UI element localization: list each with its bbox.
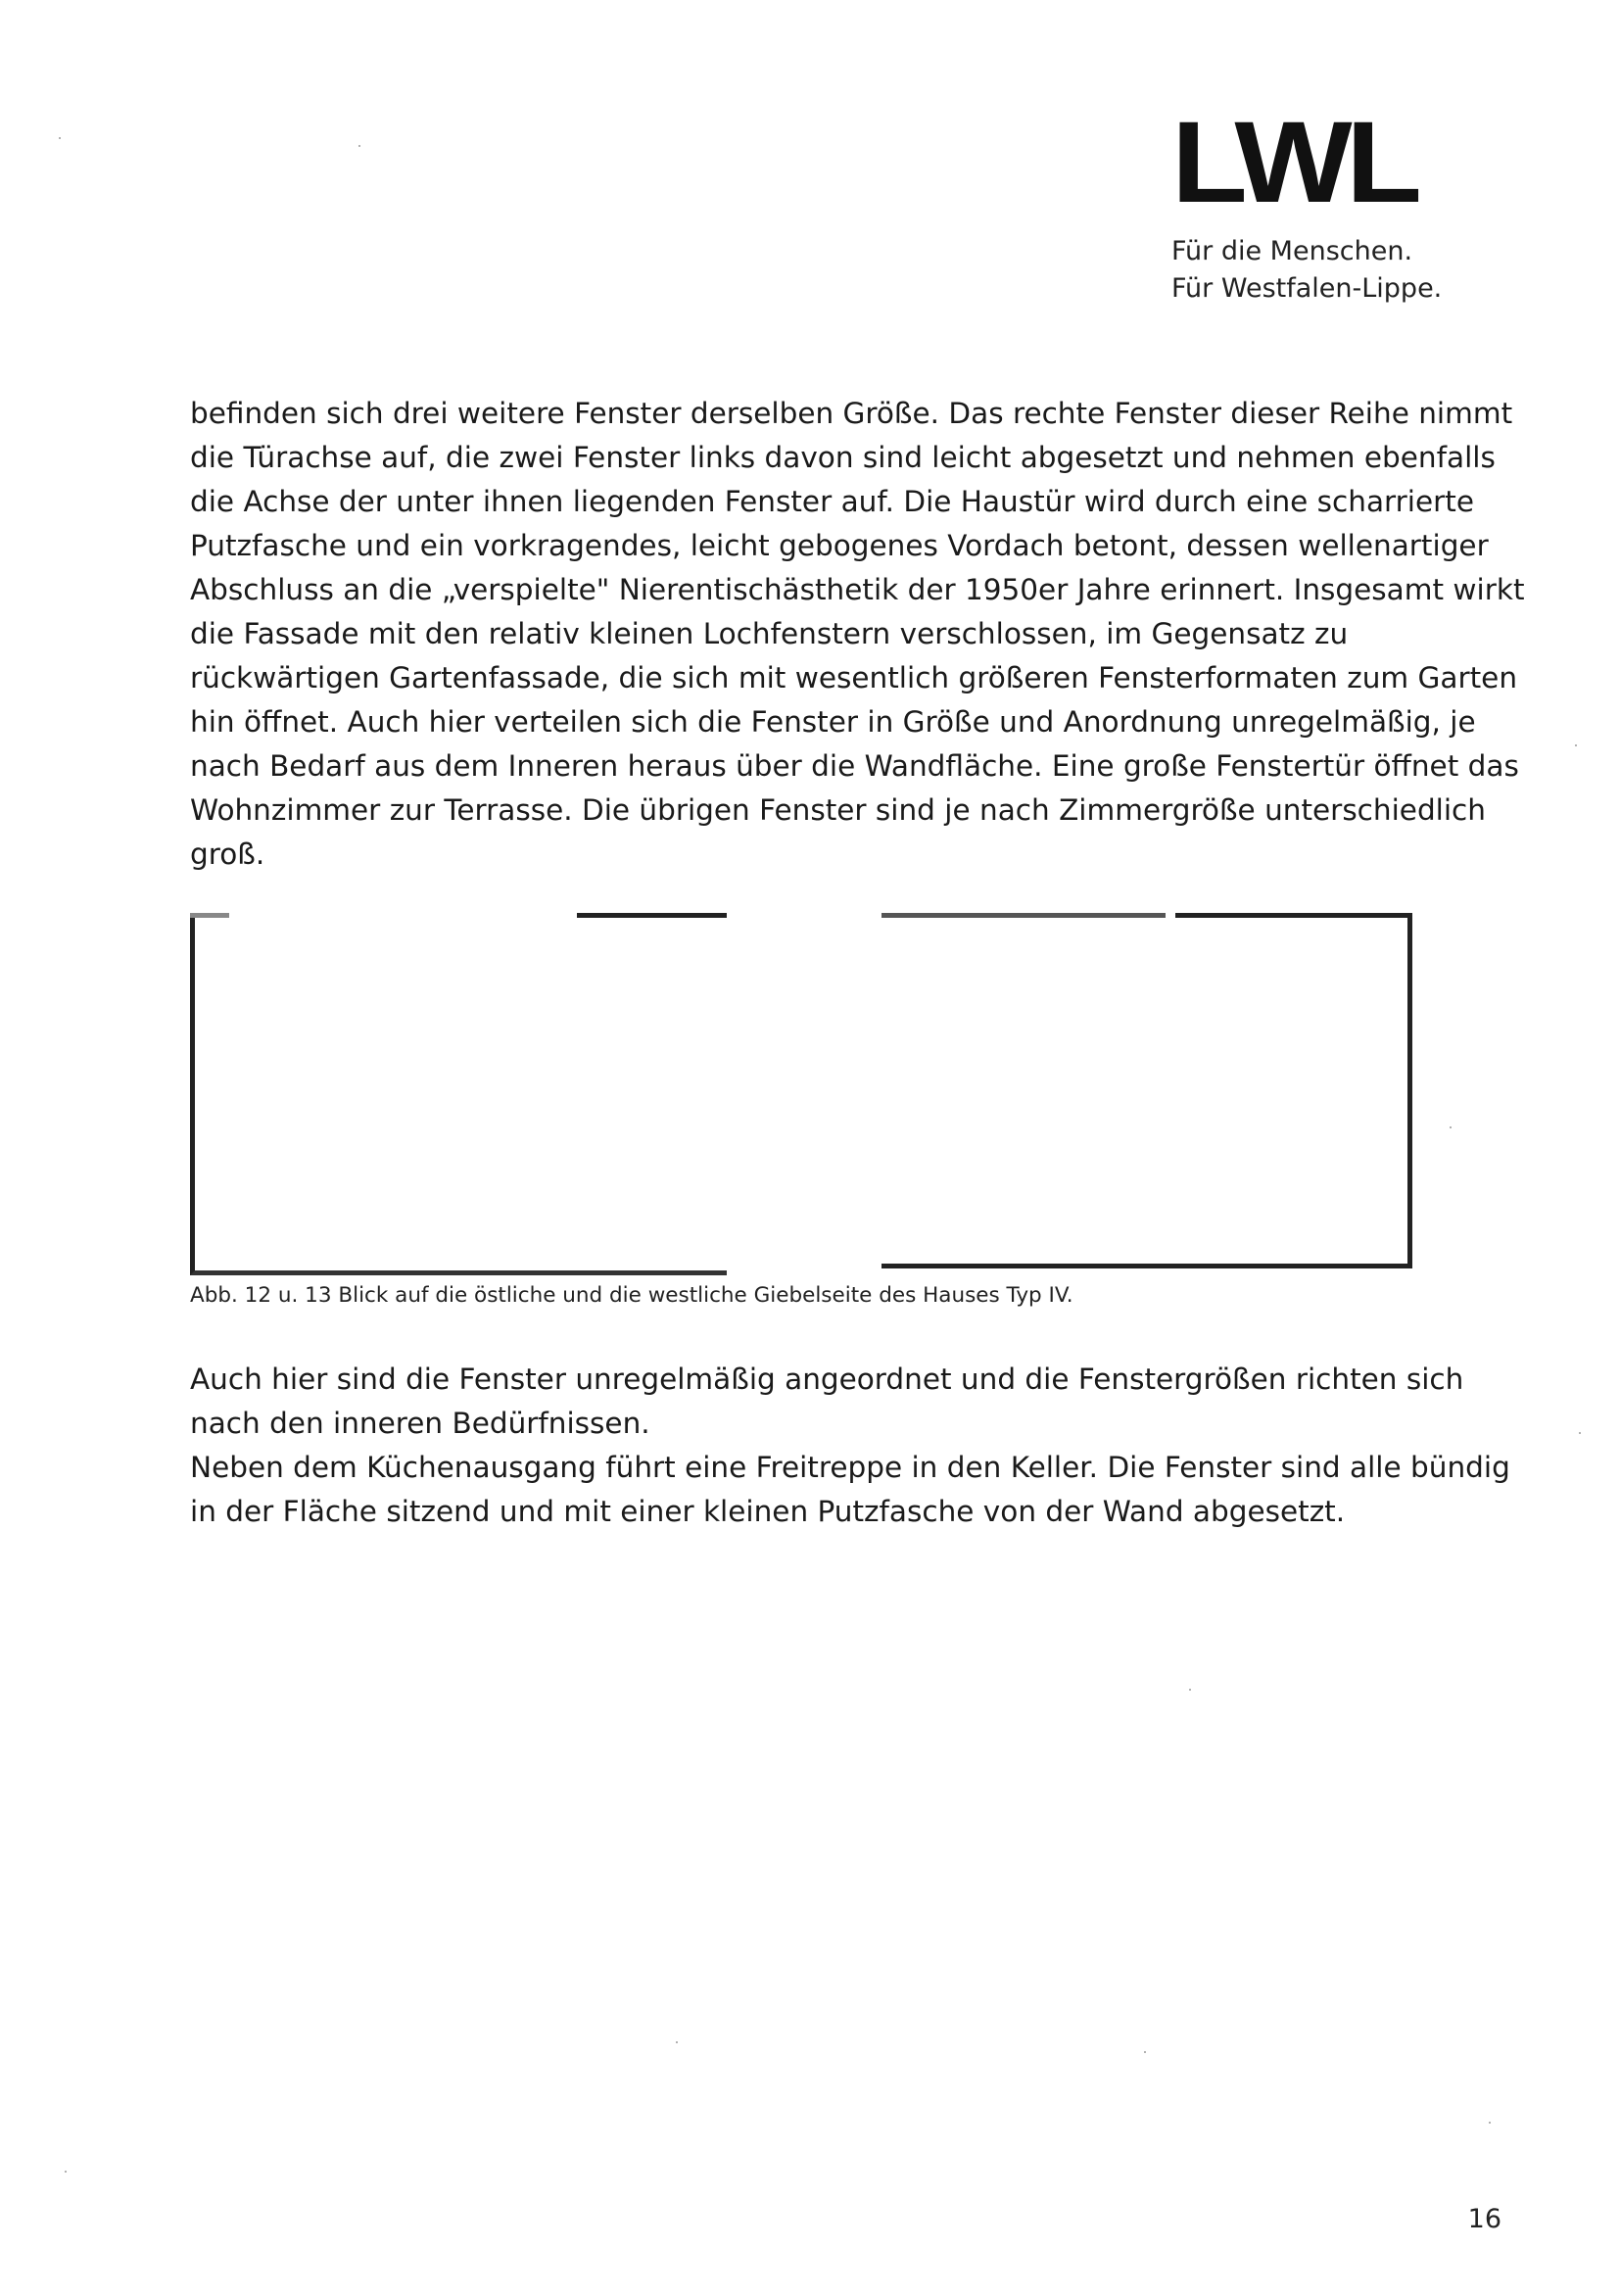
scan-speck	[1575, 744, 1577, 746]
text-line: nach den inneren Bedürfnissen.	[190, 1407, 650, 1440]
scan-speck	[59, 137, 61, 139]
logo-tagline-1: Für die Menschen.	[1171, 236, 1413, 266]
text-line: die Achse der unter ihnen liegenden Fenster auf. Die Haustür wird durch eine scharrierte	[190, 485, 1474, 518]
figure-caption: Abb. 12 u. 13 Blick auf die östliche und die westliche Giebelseite des Hauses Typ IV.	[190, 1283, 1073, 1308]
scan-speck	[1489, 2122, 1491, 2124]
figure-12-top-edge	[190, 913, 727, 918]
scan-speck	[1450, 1126, 1452, 1128]
scan-speck	[65, 2171, 67, 2173]
logo-wordmark: LWL	[1171, 98, 1416, 227]
text-line: nach Bedarf aus dem Inneren heraus über die Wandfläche. Eine große Fenstertür öffnet das	[190, 749, 1519, 783]
text-line: rückwärtigen Gartenfassade, die sich mit wesentlich größeren Fensterformaten zum Garten	[190, 661, 1518, 694]
logo-tagline-2: Für Westfalen-Lippe.	[1171, 273, 1443, 304]
text-line: Wohnzimmer zur Terrasse. Die übrigen Fenster sind je nach Zimmergröße unterschiedlich	[190, 793, 1486, 827]
figure-13-frame	[881, 913, 1412, 1268]
scan-speck	[1144, 2051, 1146, 2053]
page-number: 16	[1467, 2204, 1501, 2234]
figure-13-top-edge	[881, 913, 1412, 918]
scan-speck	[358, 145, 360, 147]
text-line: Putzfasche und ein vorkragendes, leicht gebogenes Vordach betont, dessen wellenartiger	[190, 529, 1489, 562]
text-line: hin öffnet. Auch hier verteilen sich die Fenster in Größe und Anordnung unregelmäßig, je	[190, 705, 1476, 739]
text-line: Neben dem Küchenausgang führt eine Freitreppe in den Keller. Die Fenster sind alle bündig	[190, 1451, 1510, 1484]
text-line: die Türachse auf, die zwei Fenster links davon sind leicht abgesetzt und nehmen ebenfalls	[190, 441, 1496, 474]
text-line: Auch hier sind die Fenster unregelmäßig angeordnet und die Fenstergrößen richten sich	[190, 1363, 1464, 1396]
figure-12-frame	[190, 913, 727, 1275]
text-line: befinden sich drei weitere Fenster derselben Größe. Das rechte Fenster dieser Reihe nimmt	[190, 397, 1513, 430]
text-line: Abschluss an die „verspielte" Nierentischästhetik der 1950er Jahre erinnert. Insgesamt wirkt	[190, 573, 1525, 606]
scan-speck	[1579, 1432, 1581, 1434]
paragraph-kitchen-exit	[190, 1446, 1510, 1534]
text-line: die Fassade mit den relativ kleinen Lochfenstern verschlossen, im Gegensatz zu	[190, 617, 1349, 650]
text-line: in der Fläche sitzend und mit einer kleinen Putzfasche von der Wand abgesetzt.	[190, 1495, 1346, 1528]
paragraph-window-arrangement	[190, 1358, 1507, 1446]
lwl-logo	[1171, 98, 1455, 308]
paragraph-facade-description	[190, 392, 1525, 877]
scan-speck	[676, 2041, 678, 2043]
scan-speck	[1189, 1689, 1191, 1691]
text-line: groß.	[190, 837, 265, 871]
